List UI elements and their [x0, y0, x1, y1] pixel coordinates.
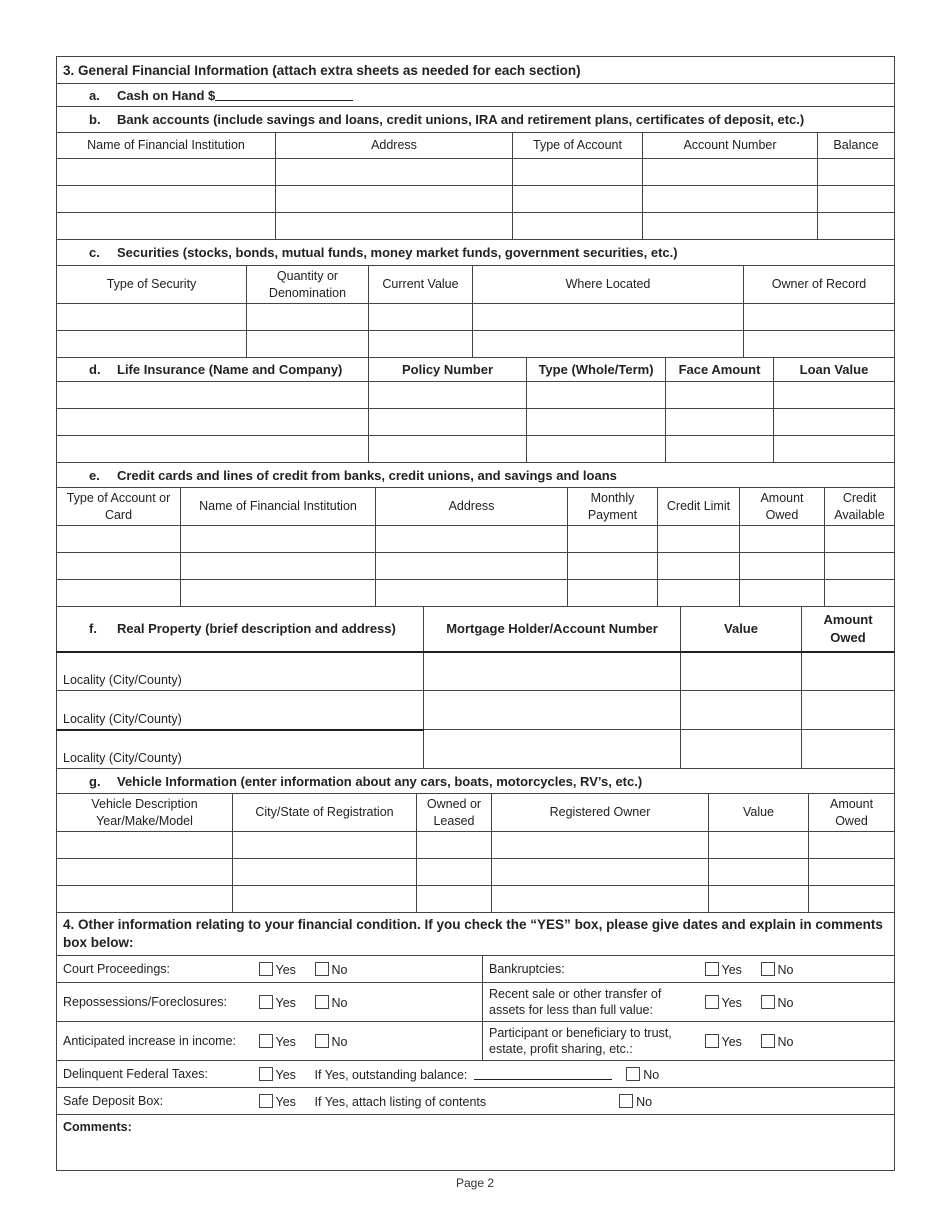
col-header: Address — [276, 133, 513, 159]
input-cell[interactable] — [809, 859, 895, 886]
col-header: Amount Owed — [809, 794, 895, 832]
col-header: Quantity or Denomination — [247, 266, 369, 304]
input-cell[interactable] — [740, 526, 825, 553]
input-cell[interactable] — [424, 652, 681, 691]
input-cell[interactable] — [809, 886, 895, 913]
vehicle-table — [56, 768, 895, 913]
input-cell[interactable] — [802, 652, 895, 691]
trust-yes[interactable]: Yes — [699, 1022, 755, 1061]
input-cell[interactable] — [513, 159, 643, 186]
recent-sale-no[interactable]: No — [755, 983, 895, 1022]
court-label: Court Proceedings: — [57, 956, 253, 983]
comments-label: Comments: — [63, 1120, 132, 1134]
col-header: Where Located — [473, 266, 744, 304]
securities-table — [56, 239, 895, 358]
recent-sale-label: Recent sale or other transfer of assets for less than full value: — [483, 983, 699, 1022]
checkbox-icon[interactable] — [705, 995, 719, 1009]
col-header: Type of Account or Card — [57, 488, 181, 526]
input-cell[interactable] — [417, 859, 492, 886]
input-cell[interactable] — [233, 859, 417, 886]
input-cell[interactable] — [709, 832, 809, 859]
col-header: City/State of Registration — [233, 794, 417, 832]
input-cell[interactable] — [513, 213, 643, 240]
col-header: Name of Financial Institution — [181, 488, 376, 526]
trust-no[interactable]: No — [755, 1022, 895, 1061]
input-cell[interactable] — [57, 436, 369, 463]
input-cell[interactable] — [825, 580, 895, 607]
col-header: Amount Owed — [802, 607, 895, 652]
table-row — [57, 382, 895, 409]
bank-accounts-heading: b. Bank accounts (include savings and loans, credit unions, IRA and retirement plans, certificates of deposit, etc.) — [57, 107, 895, 133]
safe-yes[interactable]: Yes — [253, 1088, 309, 1115]
input-cell[interactable] — [57, 859, 233, 886]
input-cell[interactable] — [492, 832, 709, 859]
table-row — [57, 553, 895, 580]
input-cell[interactable] — [568, 526, 658, 553]
input-cell[interactable] — [681, 730, 802, 769]
input-cell[interactable] — [818, 159, 895, 186]
recent-sale-yes[interactable]: Yes — [699, 983, 755, 1022]
table-row — [57, 886, 895, 913]
input-cell[interactable] — [818, 186, 895, 213]
input-cell[interactable] — [181, 526, 376, 553]
col-header: Owned or Leased — [417, 794, 492, 832]
table-row — [57, 304, 895, 331]
input-cell[interactable] — [417, 886, 492, 913]
input-cell[interactable] — [376, 526, 568, 553]
input-cell[interactable] — [527, 409, 666, 436]
checkbox-icon[interactable] — [705, 962, 719, 976]
input-cell[interactable] — [740, 553, 825, 580]
taxes-no[interactable]: No — [626, 1068, 659, 1082]
input-cell[interactable] — [276, 159, 513, 186]
input-cell[interactable] — [802, 691, 895, 730]
checkbox-icon[interactable] — [315, 1034, 329, 1048]
checkbox-icon[interactable] — [626, 1067, 640, 1081]
safe-label: Safe Deposit Box: — [57, 1088, 253, 1115]
safe-note-row — [309, 1088, 895, 1115]
col-header: Name of Financial Institution — [57, 133, 276, 159]
input-cell[interactable] — [818, 213, 895, 240]
input-cell[interactable] — [774, 409, 895, 436]
table-row — [57, 730, 895, 769]
trust-label: Participant or beneficiary to trust, estate, profit sharing, etc.: — [483, 1022, 699, 1061]
input-cell[interactable] — [417, 832, 492, 859]
input-cell[interactable] — [825, 553, 895, 580]
input-cell[interactable] — [247, 304, 369, 331]
checkbox-icon[interactable] — [761, 995, 775, 1009]
taxes-yes[interactable]: Yes — [253, 1061, 309, 1088]
credit-cards-table — [56, 462, 895, 607]
col-header: Address — [376, 488, 568, 526]
comments-box[interactable] — [57, 1115, 895, 1171]
checkbox-icon[interactable] — [761, 962, 775, 976]
safe-no[interactable]: No — [619, 1095, 652, 1109]
vehicle-heading: g. Vehicle Information (enter information about any cars, boats, motorcycles, RV’s, etc.) — [57, 769, 895, 794]
input-cell[interactable] — [492, 886, 709, 913]
table-row — [57, 186, 895, 213]
input-cell[interactable] — [825, 526, 895, 553]
table-row — [57, 436, 895, 463]
bank-accounts-table — [56, 56, 895, 240]
bankruptcies-label: Bankruptcies: — [483, 956, 699, 983]
input-cell[interactable] — [376, 580, 568, 607]
checkbox-icon[interactable] — [761, 1034, 775, 1048]
input-cell[interactable] — [658, 580, 740, 607]
input-cell[interactable] — [57, 409, 369, 436]
input-cell[interactable] — [774, 436, 895, 463]
checkbox-icon[interactable] — [619, 1094, 633, 1108]
repossessions-yes[interactable]: Yes — [253, 983, 309, 1022]
input-cell[interactable] — [57, 331, 247, 358]
input-cell[interactable] — [809, 832, 895, 859]
input-cell[interactable] — [666, 436, 774, 463]
col-header: Balance — [818, 133, 895, 159]
taxes-label: Delinquent Federal Taxes: — [57, 1061, 253, 1088]
real-property-heading: f. Real Property (brief description and address) — [57, 607, 424, 652]
input-cell[interactable] — [681, 652, 802, 691]
table-row — [57, 652, 895, 691]
cash-on-hand-label: Cash on Hand $ — [117, 87, 216, 103]
repossessions-no[interactable]: No — [309, 983, 483, 1022]
input-cell[interactable] — [709, 886, 809, 913]
court-no[interactable]: No — [309, 956, 483, 983]
locality-label[interactable]: Locality (City/County) — [57, 691, 424, 730]
table-row — [57, 526, 895, 553]
section4-title: 4. Other information relating to your financial condition. If you check the “YES” box, please give dates and explain in comments box below: — [57, 913, 895, 956]
input-cell[interactable] — [802, 730, 895, 769]
locality-label[interactable]: Locality (City/County) — [57, 730, 424, 769]
input-cell[interactable] — [473, 331, 744, 358]
col-header: Policy Number — [369, 358, 527, 382]
input-cell[interactable] — [568, 580, 658, 607]
input-cell[interactable] — [658, 553, 740, 580]
input-cell[interactable] — [57, 186, 276, 213]
safe-note: If Yes, attach listing of contents — [314, 1094, 487, 1109]
col-header: Monthly Payment — [568, 488, 658, 526]
input-cell[interactable] — [369, 304, 473, 331]
col-header: Type of Security — [57, 266, 247, 304]
col-header: Credit Available — [825, 488, 895, 526]
input-cell[interactable] — [233, 832, 417, 859]
repossessions-label: Repossessions/Foreclosures: — [57, 983, 253, 1022]
bankruptcies-no[interactable]: No — [755, 956, 895, 983]
table-row — [57, 213, 895, 240]
input-cell[interactable] — [57, 832, 233, 859]
col-header: Account Number — [643, 133, 818, 159]
input-cell[interactable] — [424, 730, 681, 769]
taxes-balance-field[interactable] — [474, 1068, 612, 1080]
checkbox-icon[interactable] — [705, 1034, 719, 1048]
col-header: Type (Whole/Term) — [527, 358, 666, 382]
cash-on-hand-row: a. Cash on Hand $ — [57, 84, 895, 107]
checkbox-icon[interactable] — [259, 1094, 273, 1108]
col-header: Loan Value — [774, 358, 895, 382]
col-header: Registered Owner — [492, 794, 709, 832]
other-info-table — [56, 912, 895, 1171]
col-header: Type of Account — [513, 133, 643, 159]
input-cell[interactable] — [57, 553, 181, 580]
table-row — [57, 159, 895, 186]
taxes-note: If Yes, outstanding balance: — [314, 1067, 468, 1082]
input-cell[interactable] — [744, 304, 895, 331]
input-cell[interactable] — [643, 213, 818, 240]
input-cell[interactable] — [181, 553, 376, 580]
page-number: Page 2 — [455, 1176, 495, 1190]
input-cell[interactable] — [57, 886, 233, 913]
input-cell[interactable] — [568, 553, 658, 580]
input-cell[interactable] — [709, 859, 809, 886]
col-header: Value — [709, 794, 809, 832]
input-cell[interactable] — [527, 436, 666, 463]
col-header: Current Value — [369, 266, 473, 304]
cash-on-hand-field[interactable] — [215, 89, 353, 101]
income-no[interactable]: No — [309, 1022, 483, 1061]
checkbox-icon[interactable] — [259, 1034, 273, 1048]
credit-cards-heading: e. Credit cards and lines of credit from banks, credit unions, and savings and loans — [57, 463, 895, 488]
input-cell[interactable] — [57, 213, 276, 240]
income-yes[interactable]: Yes — [253, 1022, 309, 1061]
court-yes[interactable]: Yes — [253, 956, 309, 983]
input-cell[interactable] — [527, 382, 666, 409]
input-cell[interactable] — [369, 331, 473, 358]
col-header: Owner of Record — [744, 266, 895, 304]
locality-label[interactable]: Locality (City/County) — [57, 652, 424, 691]
input-cell[interactable] — [57, 382, 369, 409]
input-cell[interactable] — [276, 186, 513, 213]
taxes-balance-row — [309, 1061, 895, 1088]
financial-form-page — [56, 56, 894, 1171]
life-insurance-heading: d. Life Insurance (Name and Company) — [57, 358, 369, 382]
table-row — [57, 832, 895, 859]
col-header: Face Amount — [666, 358, 774, 382]
input-cell[interactable] — [369, 409, 527, 436]
table-row — [57, 691, 895, 730]
input-cell[interactable] — [57, 159, 276, 186]
table-row — [57, 859, 895, 886]
input-cell[interactable] — [369, 436, 527, 463]
input-cell[interactable] — [774, 382, 895, 409]
checkbox-icon[interactable] — [315, 995, 329, 1009]
bankruptcies-yes[interactable]: Yes — [699, 956, 755, 983]
col-header: Value — [681, 607, 802, 652]
input-cell[interactable] — [658, 526, 740, 553]
input-cell[interactable] — [276, 213, 513, 240]
col-header: Vehicle Description Year/Make/Model — [57, 794, 233, 832]
table-row — [57, 409, 895, 436]
checkbox-icon[interactable] — [259, 962, 273, 976]
checkbox-icon[interactable] — [259, 995, 273, 1009]
input-cell[interactable] — [376, 553, 568, 580]
real-property-table — [56, 606, 895, 769]
checkbox-icon[interactable] — [315, 962, 329, 976]
table-row — [57, 580, 895, 607]
securities-heading: c. Securities (stocks, bonds, mutual funds, money market funds, government securities, etc.) — [57, 240, 895, 266]
col-header: Mortgage Holder/Account Number — [424, 607, 681, 652]
col-header: Credit Limit — [658, 488, 740, 526]
input-cell[interactable] — [57, 580, 181, 607]
input-cell[interactable] — [681, 691, 802, 730]
table-row — [57, 331, 895, 358]
col-header: Amount Owed — [740, 488, 825, 526]
section3-title: 3. General Financial Information (attach extra sheets as needed for each section) — [57, 57, 895, 84]
input-cell[interactable] — [492, 859, 709, 886]
input-cell[interactable] — [424, 691, 681, 730]
input-cell[interactable] — [643, 159, 818, 186]
input-cell[interactable] — [643, 186, 818, 213]
input-cell[interactable] — [181, 580, 376, 607]
input-cell[interactable] — [666, 382, 774, 409]
input-cell[interactable] — [744, 331, 895, 358]
input-cell[interactable] — [247, 331, 369, 358]
input-cell[interactable] — [666, 409, 774, 436]
income-label: Anticipated increase in income: — [57, 1022, 253, 1061]
input-cell[interactable] — [369, 382, 527, 409]
input-cell[interactable] — [57, 526, 181, 553]
input-cell[interactable] — [233, 886, 417, 913]
input-cell[interactable] — [513, 186, 643, 213]
input-cell[interactable] — [740, 580, 825, 607]
life-insurance-table — [56, 357, 895, 463]
input-cell[interactable] — [57, 304, 247, 331]
input-cell[interactable] — [473, 304, 744, 331]
checkbox-icon[interactable] — [259, 1067, 273, 1081]
